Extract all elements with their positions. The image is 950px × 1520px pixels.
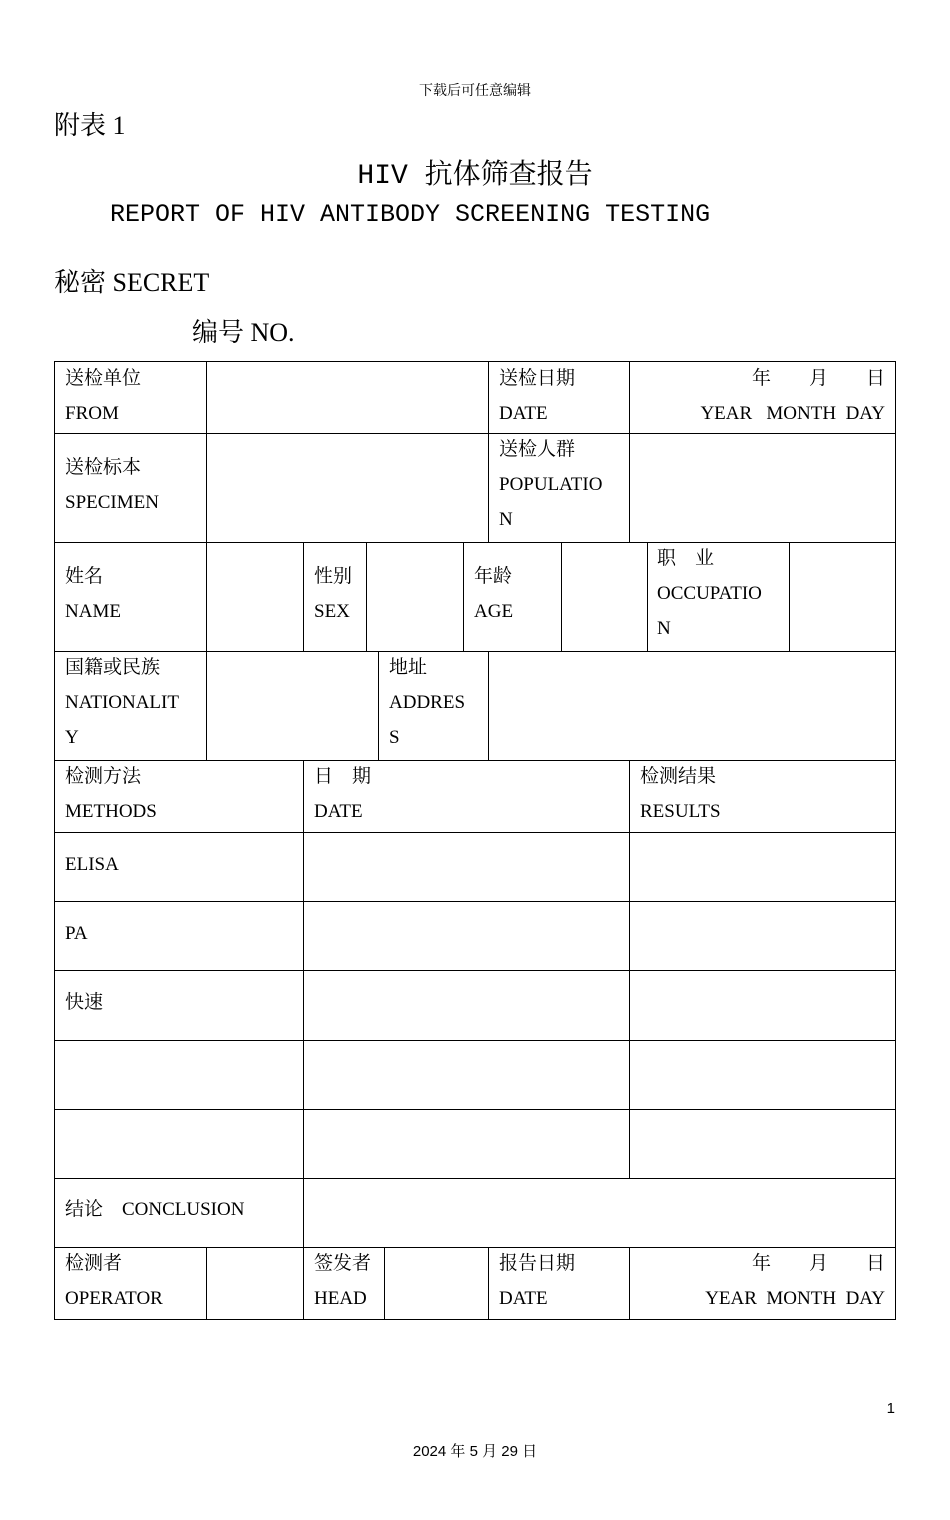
nationality-label: 国籍或民族 NATIONALIT Y — [65, 657, 179, 748]
age-label: 年龄 AGE — [474, 566, 514, 622]
method-date-field[interactable] — [304, 1041, 628, 1108]
sex-field[interactable] — [367, 543, 462, 650]
population-label: 送检人群 POPULATIO N — [499, 439, 603, 530]
footer-date: 2024 年 5 月 29 日 — [412, 1443, 538, 1460]
operator-field[interactable] — [207, 1248, 302, 1318]
method-row-label: ELISA — [65, 854, 119, 875]
method-result-field[interactable] — [630, 971, 894, 1039]
report-date-label: 报告日期 DATE — [499, 1253, 576, 1309]
table-rule — [54, 760, 896, 761]
date-header: 日 期 DATE — [314, 766, 372, 822]
table-rule — [54, 1319, 896, 1320]
method-row-label: 快速 — [65, 992, 104, 1013]
name-label: 姓名 NAME — [65, 566, 121, 622]
table-rule — [378, 651, 379, 760]
screening-report-form — [54, 361, 896, 1320]
from-field[interactable] — [207, 362, 487, 432]
table-rule — [303, 542, 304, 651]
table-rule — [488, 1247, 489, 1319]
report-title-chinese: HIV 抗体筛查报告 — [357, 161, 593, 192]
head-label: 签发者 HEAD — [314, 1253, 372, 1309]
report-title-english: REPORT OF HIV ANTIBODY SCREENING TESTING — [110, 200, 711, 229]
results-header: 检测结果 RESULTS — [640, 766, 721, 822]
name-field[interactable] — [207, 543, 302, 650]
method-date-field[interactable] — [304, 833, 628, 900]
age-field[interactable] — [562, 543, 646, 650]
occupation-label: 职 业 OCCUPATIO N — [657, 548, 762, 639]
address-field[interactable] — [489, 652, 894, 759]
specimen-field[interactable] — [207, 434, 487, 541]
from-label: 送检单位 FROM — [65, 368, 142, 424]
header-note: 下载后可任意编辑 — [419, 84, 531, 99]
appendix-label: 附表 1 — [54, 111, 126, 140]
method-date-field[interactable] — [304, 902, 628, 969]
address-label: 地址 ADDRES S — [389, 657, 466, 748]
serial-number-label: 编号 NO. — [192, 318, 295, 347]
report-date-field[interactable]: 年 月 日 YEAR MONTH DAY — [705, 1253, 885, 1309]
conclusion-label: 结论 CONCLUSION — [65, 1199, 245, 1220]
occupation-field[interactable] — [790, 543, 894, 650]
table-border — [54, 361, 55, 1320]
sex-label: 性别 SEX — [314, 566, 353, 622]
method-result-field[interactable] — [630, 902, 894, 969]
send-date-label: 送检日期 DATE — [499, 368, 576, 424]
nationality-field[interactable] — [207, 652, 377, 759]
page-number: 1 — [886, 1400, 895, 1417]
specimen-label: 送检标本 SPECIMEN — [65, 457, 159, 513]
table-border — [895, 361, 896, 1320]
method-date-field[interactable] — [304, 1110, 628, 1177]
table-rule — [488, 361, 489, 542]
method-date-field[interactable] — [304, 971, 628, 1039]
conclusion-field[interactable] — [304, 1179, 894, 1246]
table-rule — [303, 1247, 304, 1319]
method-row-label: PA — [65, 923, 88, 944]
head-field[interactable] — [385, 1248, 487, 1318]
methods-header: 检测方法 METHODS — [65, 766, 157, 822]
method-result-field[interactable] — [630, 1110, 894, 1177]
method-result-field[interactable] — [630, 1041, 894, 1108]
population-field[interactable] — [630, 434, 894, 541]
method-result-field[interactable] — [630, 833, 894, 900]
table-rule — [647, 542, 648, 651]
table-rule — [463, 542, 464, 651]
table-rule — [54, 542, 896, 543]
secret-label: 秘密 SECRET — [54, 268, 210, 297]
send-date-field[interactable]: 年 月 日 YEAR MONTH DAY — [700, 368, 885, 424]
operator-label: 检测者 OPERATOR — [65, 1253, 163, 1309]
